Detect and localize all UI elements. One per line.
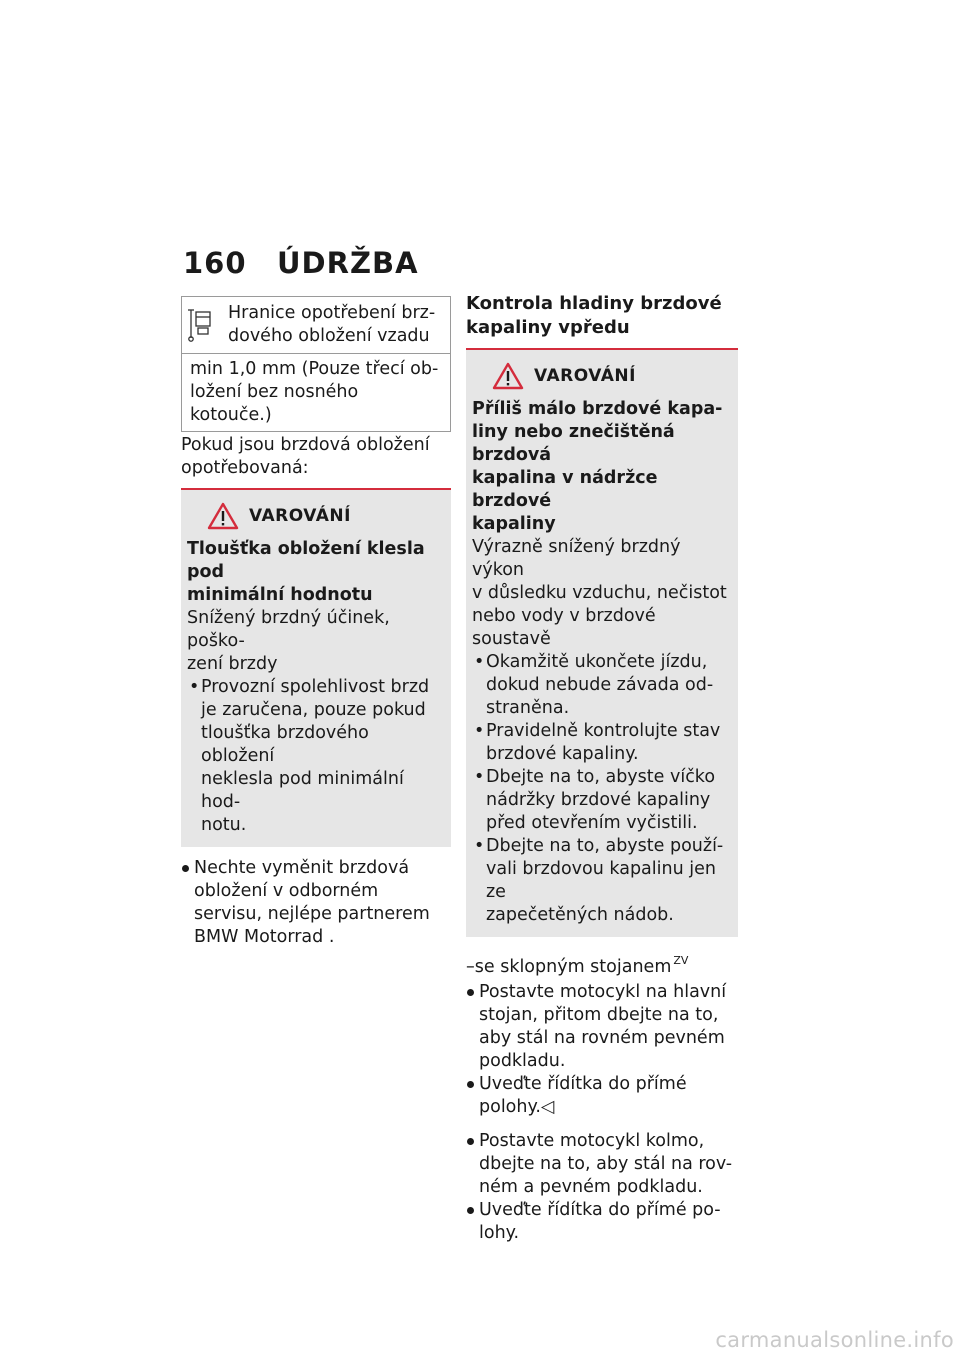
spec-value (182, 354, 450, 431)
step-line: Postavte motocykl kolmo, (479, 1131, 705, 1151)
section-title-line: kapaliny vpředu (466, 317, 630, 338)
intro-line: Pokud jsou brzdová obložení (181, 435, 430, 455)
warning-text-line: Výrazně snížený brzdný výkon (472, 537, 681, 580)
bullet-line: • Provozní spolehlivost brzd (201, 677, 430, 697)
warning-text (187, 607, 443, 676)
warning-title-line: liny nebo znečištěná brzdová (472, 422, 675, 465)
step-line: ném a pevném podkladu. (479, 1177, 703, 1197)
page-header (183, 246, 419, 280)
warning-text (472, 536, 730, 651)
warning-text-line: zení brzdy (187, 654, 278, 674)
warning-block (466, 348, 738, 937)
section-title-line: Kontrola hladiny brzdové (466, 293, 722, 314)
bullet-line: • Dbejte na to, abyste víčko (486, 767, 716, 787)
spec-value-line: ložení bez nosného kotouče.) (190, 382, 359, 425)
procedure-step (466, 1073, 738, 1119)
step-line: BMW Motorrad . (194, 927, 335, 947)
warning-bullet (187, 676, 443, 837)
step-line: servisu, nejlépe partnerem (194, 904, 430, 924)
warning-box (181, 490, 451, 847)
bullet-line: před otevřením vyčistili. (486, 813, 698, 833)
bullet-line: nádržky brzdové kapaliny (486, 790, 711, 810)
bullet-line: straněna. (486, 698, 570, 718)
step-line: podkladu. (479, 1051, 566, 1071)
warning-bullet (472, 835, 730, 927)
bullet-line: notu. (201, 815, 247, 835)
warning-bullet (472, 720, 730, 766)
page-number: 160 (183, 246, 247, 280)
spec-title (228, 302, 442, 349)
spec-title-line: Hranice opotřebení brz- (228, 303, 436, 323)
warning-title-line: Tloušťka obložení klesla pod (187, 539, 425, 582)
spec-value-line: min 1,0 mm (Pouze třecí ob- (190, 359, 439, 379)
warning-triangle-icon (207, 502, 239, 530)
step-line: Uveďte řídítka do přímé (479, 1074, 687, 1094)
intro-line: opotřebovaná: (181, 458, 309, 478)
right-column (466, 292, 738, 1245)
bullet-line: • Okamžitě ukončete jízdu, (486, 652, 708, 672)
step-line: aby stál na rovném pevném (479, 1028, 725, 1048)
warning-title-line: kapalina v nádržce brzdové (472, 468, 658, 511)
intro-text (181, 434, 451, 480)
warning-bullet (472, 651, 730, 720)
section-title (466, 292, 738, 340)
step-line: Postavte motocykl na hlavní (479, 982, 727, 1002)
bullet-line: • Dbejte na to, abyste použí- (486, 836, 724, 856)
end-of-action-icon: ◁ (540, 1097, 555, 1117)
warning-text-line: v důsledku vzduchu, nečistot (472, 583, 727, 603)
bullet-line: je zaručena, pouze pokud (201, 700, 426, 720)
condition-line (466, 949, 738, 979)
brake-pad-wear-icon (188, 302, 228, 349)
step-line (479, 1096, 738, 1119)
procedure-steps (466, 981, 738, 1119)
warning-block (181, 488, 451, 847)
step-line: lohy. (479, 1223, 520, 1243)
bullet-line: brzdové kapaliny. (486, 744, 639, 764)
warning-label: VAROVÁNÍ (534, 365, 636, 386)
step-line-text: polohy. (479, 1097, 541, 1117)
bullet-line: neklesla pod minimální hod- (201, 769, 404, 812)
bullet-line: tloušťka brzdového obložení (201, 723, 369, 766)
bullet-line: vali brzdovou kapalinu jen ze (486, 859, 716, 902)
procedure-steps (466, 1130, 738, 1245)
chapter-title: ÚDRŽBA (277, 246, 419, 280)
warning-heading (207, 502, 443, 530)
warning-label: VAROVÁNÍ (249, 505, 351, 526)
warning-title (187, 538, 443, 607)
step-line: dbejte na to, aby stál na rov- (479, 1154, 733, 1174)
procedure-step (181, 857, 451, 949)
spec-title-line: dového obložení vzadu (228, 326, 430, 346)
watermark: carmanualsonline.info (715, 1328, 954, 1352)
warning-bullets (472, 651, 730, 927)
warning-text-line: nebo vody v brzdové soustavě (472, 606, 656, 649)
step-line: obložení v odborném (194, 881, 379, 901)
warning-heading (492, 362, 730, 390)
spec-table (181, 296, 451, 432)
spec-header-row (182, 297, 450, 354)
step-line: stojan, přitom dbejte na to, (479, 1005, 719, 1025)
warning-triangle-icon (492, 362, 524, 390)
warning-box (466, 350, 738, 937)
procedure-step (466, 1199, 738, 1245)
step-line: Nechte vyměnit brzdová (194, 858, 410, 878)
bullet-line: dokud nebude závada od- (486, 675, 714, 695)
warning-title-line: minimální hodnotu (187, 585, 373, 605)
warning-bullets (187, 676, 443, 837)
procedure-step (466, 981, 738, 1073)
procedure-step (466, 1130, 738, 1199)
optional-equipment-mark: ZV (673, 954, 689, 967)
warning-title-line: kapaliny (472, 514, 556, 534)
procedure-steps (181, 857, 451, 949)
warning-bullet (472, 766, 730, 835)
warning-title-line: Příliš málo brzdové kapa- (472, 399, 723, 419)
left-column (181, 296, 451, 949)
condition-text: –se sklopným stojanem (466, 957, 672, 977)
bullet-line: zapečetěných nádob. (486, 905, 674, 925)
warning-title (472, 398, 730, 536)
bullet-line: • Pravidelně kontrolujte stav (486, 721, 721, 741)
step-line: Uveďte řídítka do přímé po- (479, 1200, 721, 1220)
warning-text-line: Snížený brzdný účinek, poško- (187, 608, 390, 651)
